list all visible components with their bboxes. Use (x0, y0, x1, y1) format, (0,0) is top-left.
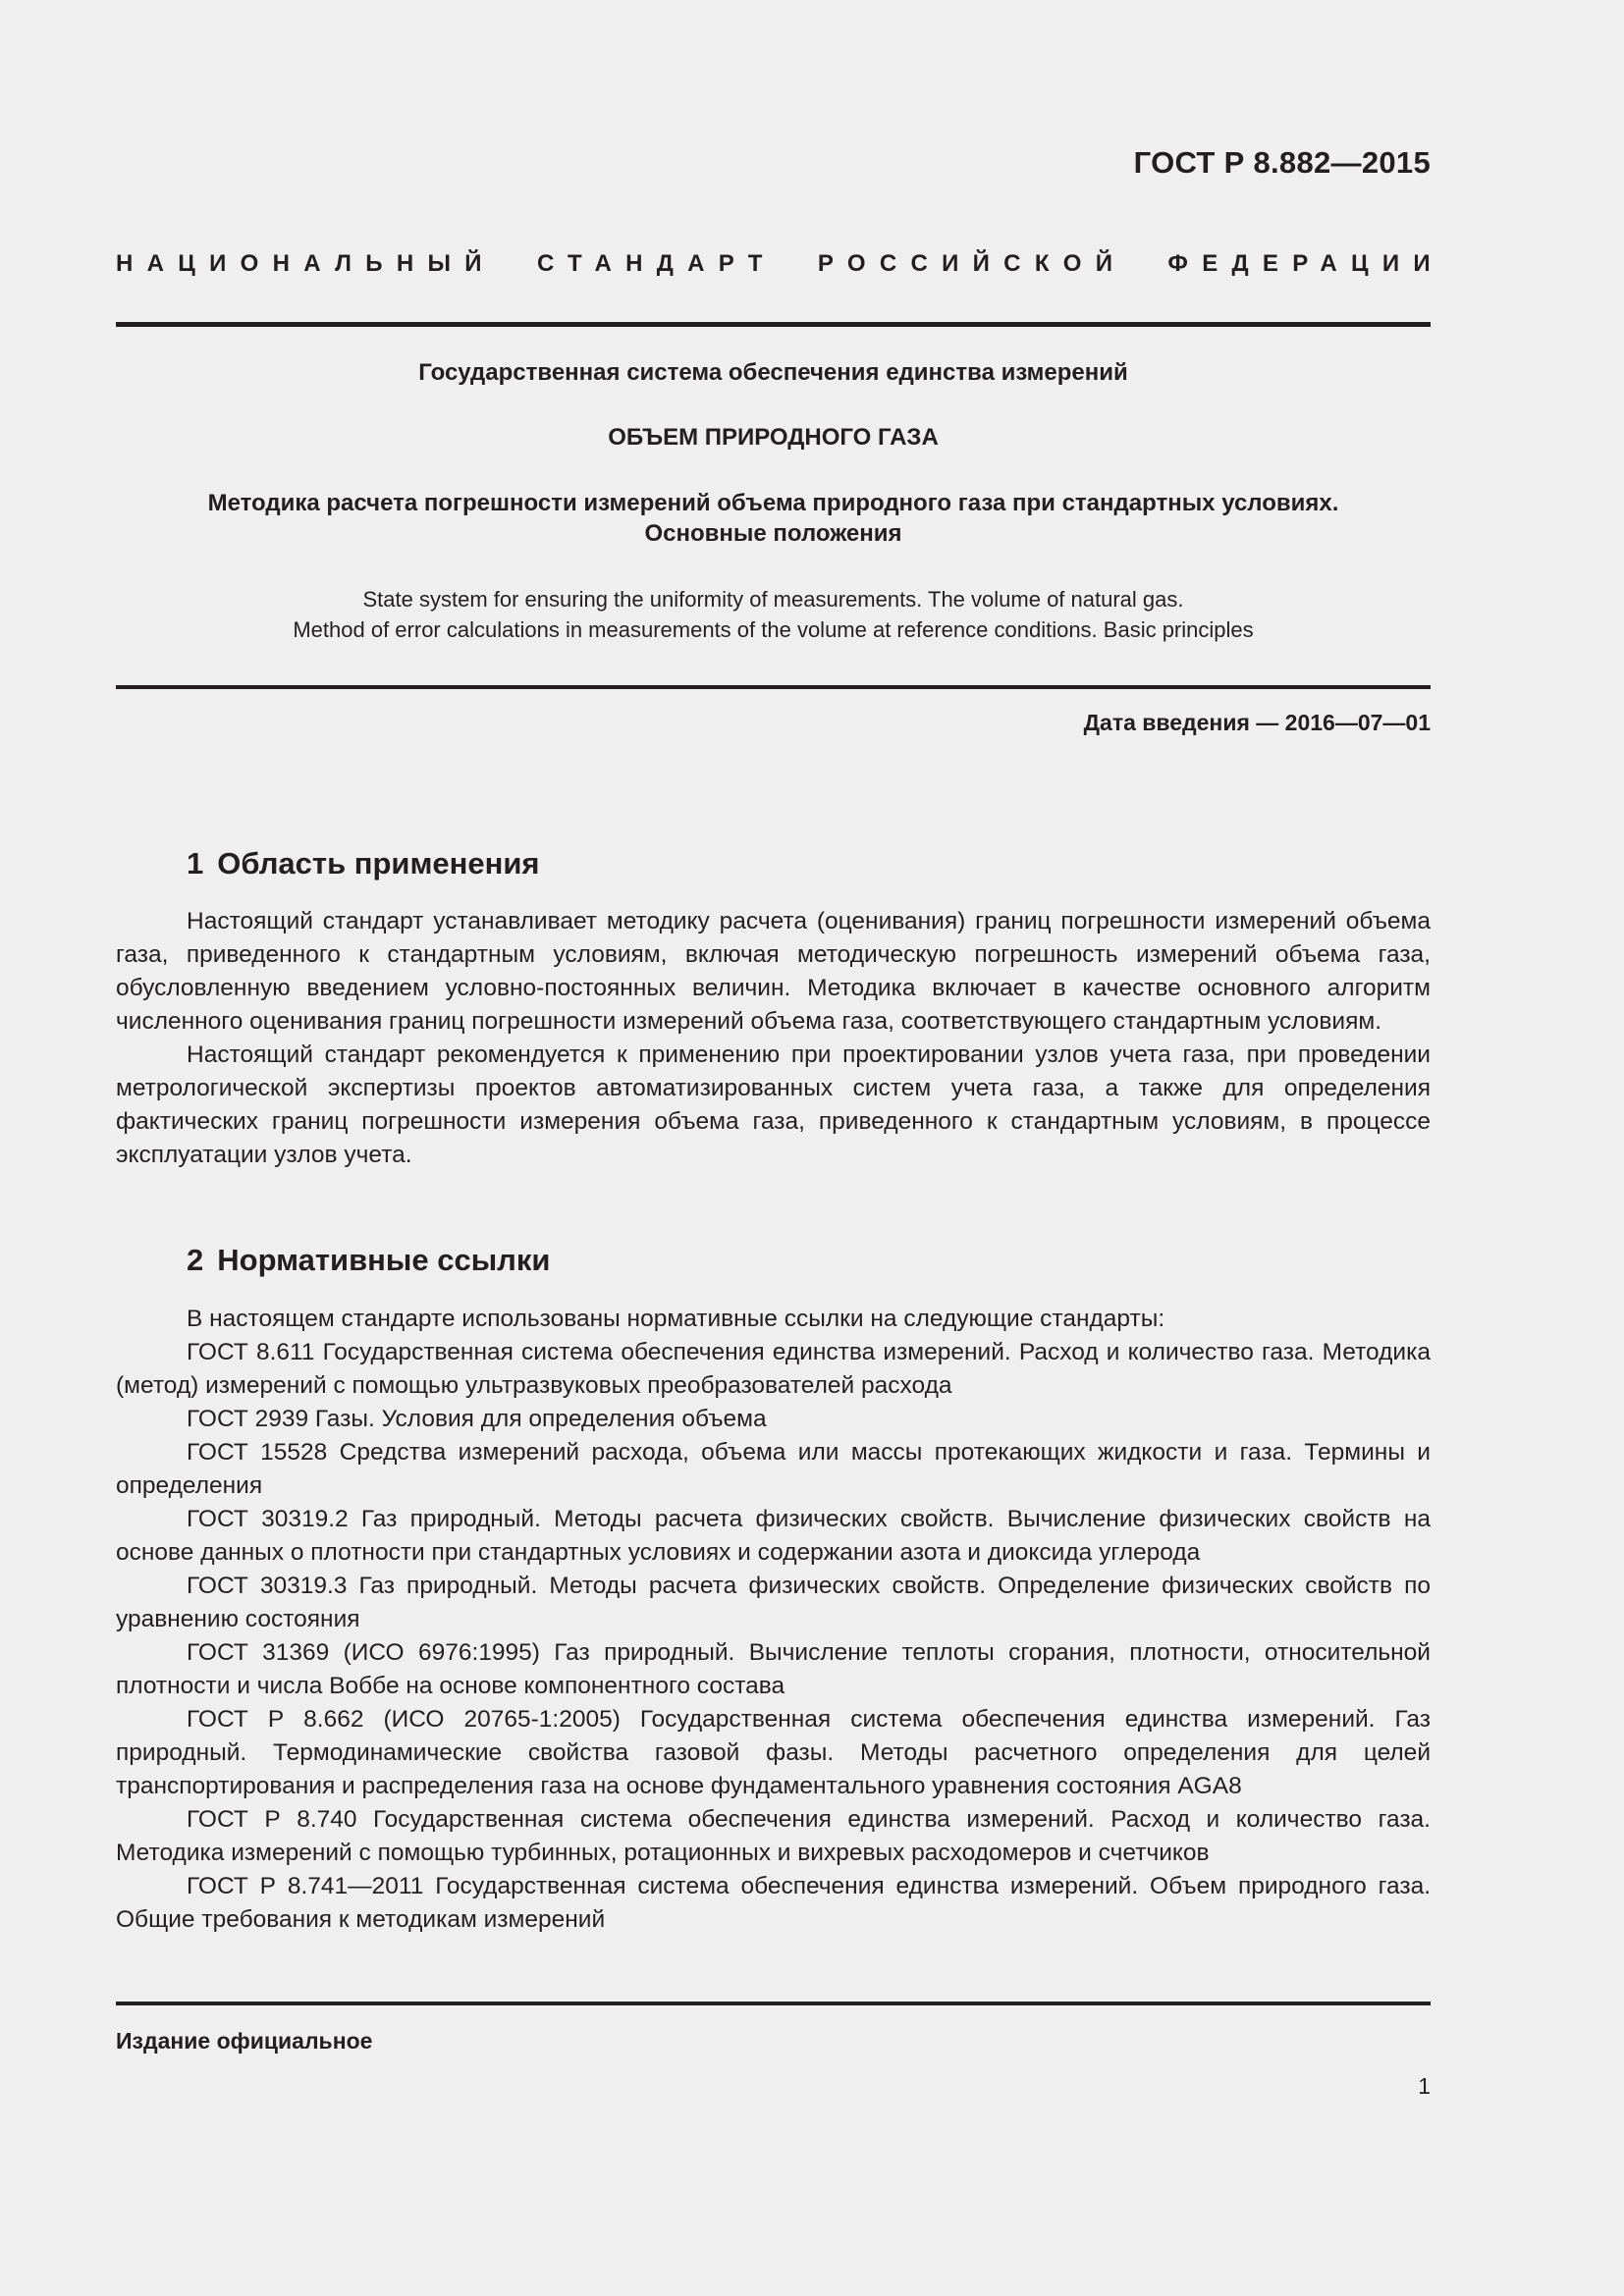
reference-item: ГОСТ 31369 (ИСО 6976:1995) Газ природный. Вычисление теплоты сгорания, плотности, относительной плотности и числа Воббе на основе компонентного состава (116, 1639, 1431, 1699)
reference-item: ГОСТ 8.611 Государственная система обеспечения единства измерений. Расход и количество газа. Методика (метод) измерений с помощью ультразвуковых преобразователей расхода (116, 1339, 1431, 1399)
reference-item: ГОСТ Р 8.741—2011 Государственная система обеспечения единства измерений. Объем природного газа. Общие требования к методикам измерений (116, 1873, 1431, 1933)
english-title-line: Method of error calculations in measurements of the volume at reference conditions. Basic principles (293, 617, 1254, 642)
reference-item: ГОСТ 15528 Средства измерений расхода, объема или массы протекающих жидкости и газа. Термины и определения (116, 1439, 1431, 1499)
section-2-heading (187, 1243, 550, 1278)
reference-item: ГОСТ 2939 Газы. Условия для определения объема (187, 1406, 767, 1432)
official-edition-note: Издание официальное (116, 2028, 373, 2054)
subtitle (116, 488, 1431, 549)
reference-item: ГОСТ 30319.3 Газ природный. Методы расчета физических свойств. Определение физических свойств по уравнению состояния (116, 1573, 1431, 1632)
section-number: 1 (187, 846, 204, 881)
section-2-body (116, 1303, 1431, 1937)
paragraph: В настоящем стандарте использованы нормативные ссылки на следующие стандарты: (187, 1306, 1165, 1332)
system-title: Государственная система обеспечения единства измерений (418, 359, 1128, 386)
section-number: 2 (187, 1243, 204, 1277)
section-1-heading (187, 846, 540, 881)
title-divider (116, 685, 1431, 689)
introduction-date: Дата введения — 2016—07—01 (1083, 710, 1431, 735)
section-1-body (116, 905, 1431, 1172)
banner-word: РОССИЙСКОЙ (817, 250, 1127, 277)
section-title: Область применения (217, 846, 540, 881)
page-number: 1 (1418, 2073, 1431, 2099)
subtitle-line: Основные положения (644, 520, 902, 547)
reference-item: ГОСТ 30319.2 Газ природный. Методы расчета физических свойств. Вычисление физических свойств на основе данных о плотности при стандартных условиях и содержании азота и диоксида углерода (116, 1506, 1431, 1566)
national-standard-banner (116, 250, 1444, 278)
subtitle-line: Методика расчета погрешности измерений объема природного газа при стандартных условиях. (207, 490, 1339, 516)
reference-item: ГОСТ Р 8.662 (ИСО 20765-1:2005) Государственная система обеспечения единства измерений. Газ природный. Термодинамические свойства газовой фазы. Методы расчетного определения для целей транспортирования и распределения газа на основе фундаментального уравнения состояния AGA8 (116, 1706, 1431, 1799)
paragraph: Настоящий стандарт устанавливает методику расчета (оценивания) границ погрешности измерений объема газа, приведенного к стандартным условиям, включая методическую погрешность измерений объема газа, обусловленную введением условно-постоянных величин. Методика включает в качестве основного алгоритм численного оценивания границ погрешности измерений объема газа, соответствующего стандартным условиям. (116, 908, 1431, 1035)
top-divider (116, 322, 1431, 327)
paragraph: Настоящий стандарт рекомендуется к применению при проектировании узлов учета газа, при проведении метрологической экспертизы проектов автоматизированных систем учета газа, а также для определения фактических границ погрешности измерения объема газа, приведенного к стандартным условиям, в процессе эксплуатации узлов учета. (116, 1041, 1431, 1168)
english-title-line: State system for ensuring the uniformity of measurements. The volume of natural gas. (362, 587, 1184, 612)
banner-word: СТАНДАРТ (536, 250, 777, 277)
standard-number: ГОСТ Р 8.882—2015 (1133, 145, 1431, 180)
main-title: ОБЪЕМ ПРИРОДНОГО ГАЗА (608, 424, 939, 451)
section-title: Нормативные ссылки (217, 1243, 551, 1277)
english-title (116, 584, 1431, 645)
banner-word: НАЦИОНАЛЬНЫЙ (116, 250, 496, 277)
footer-divider (116, 2002, 1431, 2005)
reference-item: ГОСТ Р 8.740 Государственная система обеспечения единства измерений. Расход и количество газа. Методика измерений с помощью турбинных, ротационных и вихревых расходомеров и счетчиков (116, 1806, 1431, 1866)
banner-word: ФЕДЕРАЦИИ (1167, 250, 1444, 277)
